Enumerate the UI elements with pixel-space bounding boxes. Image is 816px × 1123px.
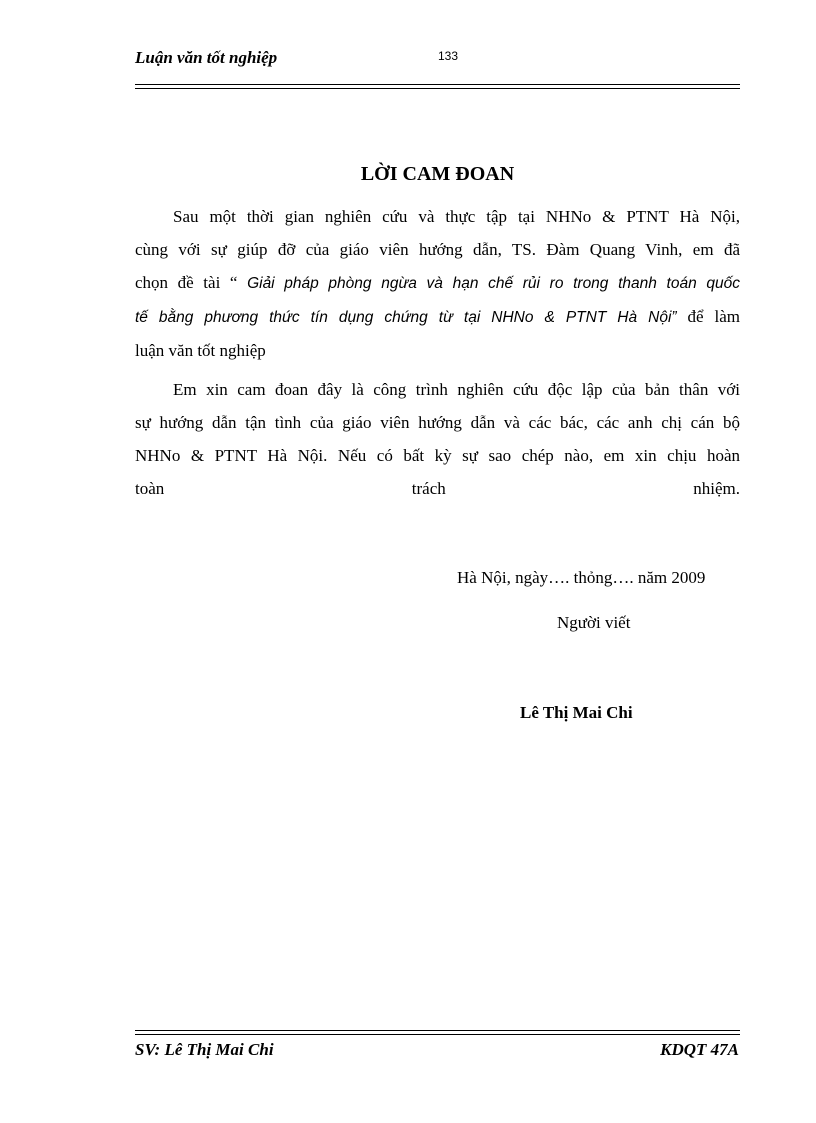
paragraph-1-line-3 — [135, 266, 740, 300]
paragraph-2-line-2: sự hướng dẫn tận tình của giáo viên hướng dẫn và các bác, các anh chị cán bộ — [135, 413, 740, 432]
thesis-topic-part-2: tế bằng phương thức tín dụng chứng từ tại NHNo & PTNT Hà Nội” — [135, 309, 677, 326]
paragraph-2 — [135, 373, 740, 505]
paragraph-1 — [135, 200, 740, 367]
footer-rule-bottom — [135, 1034, 740, 1035]
paragraph-1-line-1: Sau một thời gian nghiên cứu và thực tập tại NHNo & PTNT Hà Nội, — [173, 207, 740, 226]
signature-role: Người viết — [557, 613, 631, 632]
thesis-topic-part-1: Giải pháp phòng ngừa và hạn chế rủi ro trong thanh toán quốc — [247, 275, 740, 292]
paragraph-2-line-3: NHNo & PTNT Hà Nội. Nếu có bất kỳ sự sao chép nào, em xin chịu hoàn — [135, 446, 740, 465]
paragraph-1-line-2: cùng với sự giúp đỡ của giáo viên hướng dẫn, TS. Đàm Quang Vinh, em đã — [135, 240, 740, 259]
signature-date: Hà Nội, ngày…. thỏng…. năm 2009 — [457, 568, 706, 587]
document-title: LỜI CAM ĐOAN — [360, 163, 515, 185]
footer-class: KDQT 47A — [660, 1040, 739, 1059]
paragraph-1-line-5: luận văn tốt nghiệp — [135, 341, 266, 360]
paragraph-1-line-4-plain: để làm — [676, 307, 740, 326]
header-title: Luận văn tốt nghiệp — [135, 48, 278, 67]
paragraph-1-line-4 — [135, 300, 740, 334]
signature-name: Lê Thị Mai Chi — [520, 703, 633, 722]
page-number: 133 — [438, 49, 459, 63]
paragraph-2-line-4: toàn trách nhiệm. — [135, 479, 740, 498]
header-rule-top — [135, 84, 740, 85]
header-rule-bottom — [135, 88, 740, 89]
footer-rule-top — [135, 1030, 740, 1031]
paragraph-2-line-1: Em xin cam đoan đây là công trình nghiên cứu độc lập của bản thân với — [173, 380, 740, 399]
paragraph-1-line-3-plain: chọn đề tài “ — [135, 273, 248, 292]
footer-student: SV: Lê Thị Mai Chi — [135, 1040, 274, 1059]
